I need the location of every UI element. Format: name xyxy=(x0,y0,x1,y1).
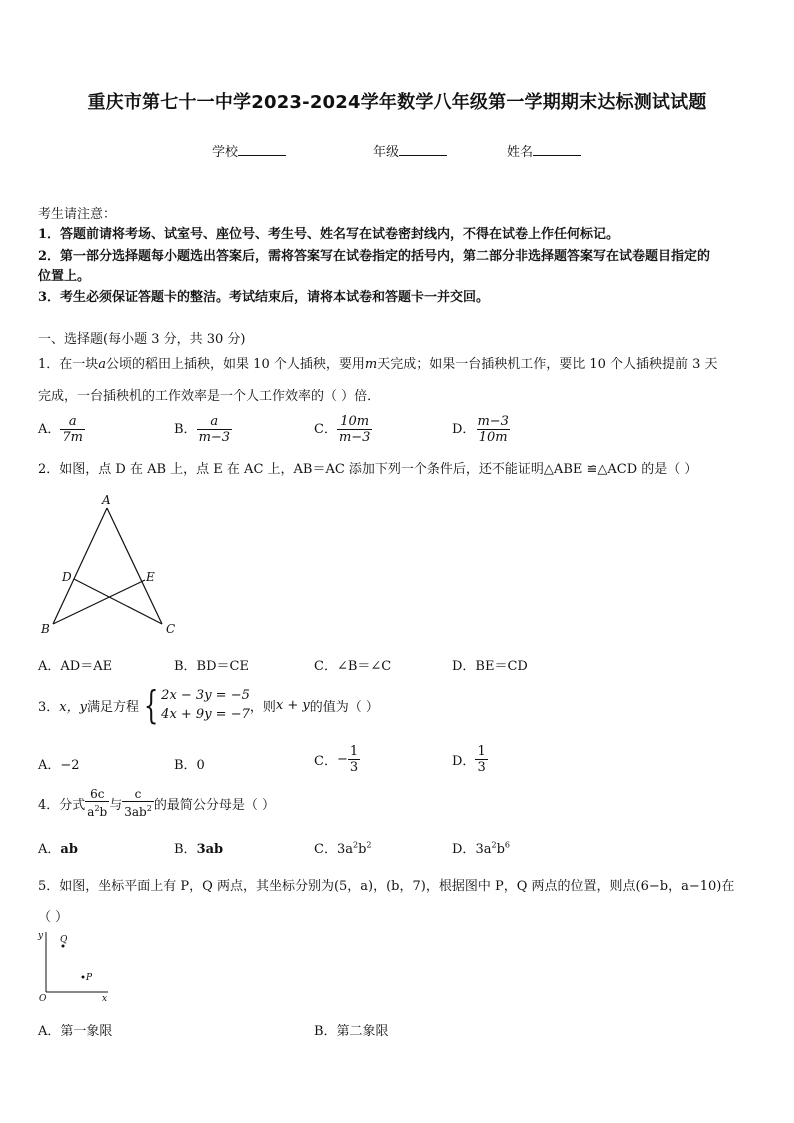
denominator xyxy=(122,801,154,819)
fraction xyxy=(197,414,233,445)
equation-system xyxy=(139,683,250,727)
fraction xyxy=(337,414,373,445)
den-part: a xyxy=(87,805,95,819)
fraction xyxy=(60,414,85,445)
fraction xyxy=(475,414,511,445)
option-value: 3a xyxy=(336,842,353,857)
q2-option-a: A．AD＝AE xyxy=(38,659,113,674)
denominator: 10m xyxy=(478,430,508,445)
q4-suffix: 的最简公分母是（ ） xyxy=(153,798,275,813)
q3-vars: x，y xyxy=(59,699,87,715)
exponent: 2 xyxy=(146,804,152,813)
numerator: 6c xyxy=(90,787,105,801)
q3-option-a: A．−2 xyxy=(38,758,80,773)
exponent: 2 xyxy=(94,804,100,813)
exponent: 6 xyxy=(504,840,510,850)
q3-option-c xyxy=(314,744,360,775)
fraction xyxy=(348,744,360,775)
denominator xyxy=(85,801,109,819)
denominator: m−3 xyxy=(338,430,371,445)
notice-item-1: 1．答题前请将考场、试室号、座位号、考生号、姓名写在试卷密封线内，不得在试卷上作任何标记。 xyxy=(38,227,620,242)
label-o: O xyxy=(39,994,47,1004)
option-value: b xyxy=(496,842,505,857)
exponent: 2 xyxy=(366,840,372,850)
label-d: D xyxy=(62,570,72,584)
page-title: 重庆市第七十一中学2023-2024学年数学八年级第一学期期末达标测试试题 xyxy=(87,92,707,113)
q2-option-d: D．BE＝CD xyxy=(452,659,528,674)
equation-1: 2x − 3y = −5 xyxy=(161,688,250,703)
fraction-2 xyxy=(122,788,154,819)
q5-line2: （ ） xyxy=(38,910,69,925)
q3-text1: 满足方程 xyxy=(86,699,139,715)
q1-option-d xyxy=(452,414,511,445)
denominator: 3 xyxy=(477,760,486,775)
q2-option-b: B．BD＝CE xyxy=(174,659,249,674)
numerator: a xyxy=(68,414,77,429)
notice-heading: 考生请注意： xyxy=(38,207,117,222)
q3-text2: ，则 xyxy=(249,699,276,715)
school-field xyxy=(212,141,286,160)
numerator: a xyxy=(210,414,219,429)
school-blank xyxy=(238,143,286,156)
point-p xyxy=(82,976,85,979)
q5-line1: 5．如图，坐标平面上有 P，Q 两点，其坐标分别为(5，a)，(b，7)，根据图中 P，Q 两点的位置，则点(6−b，a−10)在 xyxy=(38,879,735,894)
equation-2: 4x + 9y = −7 xyxy=(161,707,250,722)
option-label: D． xyxy=(452,422,476,437)
den-part: 3ab xyxy=(124,805,147,819)
notice-item-3: 3．考生必须保证答题卡的整洁。考试结束后，请将本试卷和答题卡一并交回。 xyxy=(38,290,490,305)
label-e: E xyxy=(146,570,155,584)
exponent: 2 xyxy=(491,840,497,850)
name-blank xyxy=(533,143,581,156)
q4-option-a xyxy=(38,838,78,857)
fraction-1 xyxy=(85,788,109,819)
option-value: 3a xyxy=(475,842,492,857)
label-a: A xyxy=(102,493,111,507)
q3-prefix: 3． xyxy=(38,699,60,715)
q4-option-c xyxy=(314,838,372,857)
denominator: 7m xyxy=(62,430,83,445)
label-b: B xyxy=(41,622,50,636)
option-label: A． xyxy=(38,842,61,857)
notice-item-2-cont: 位置上。 xyxy=(38,269,91,284)
fraction xyxy=(475,744,487,775)
triangle-figure xyxy=(36,490,186,640)
q4-stem xyxy=(38,788,275,819)
q2-stem: 2．如图，点 D 在 AB 上，点 E 在 AC 上，AB＝AC 添加下列一个条件后，还不能证明△ABE ≌△ACD 的是（ ） xyxy=(38,462,698,477)
q1-option-a xyxy=(38,414,85,445)
option-label: C． xyxy=(314,842,337,857)
q1-text-c: 天完成；如果一台插秧机工作，要比 10 个人插秧提前 3 天 xyxy=(377,357,718,372)
option-value: 3ab xyxy=(196,842,224,857)
coordinate-figure xyxy=(36,928,116,1004)
option-value: b xyxy=(358,842,367,857)
option-label: D． xyxy=(452,842,476,857)
q1-text-b: 公顷的稻田上插秧，如果 10 个人插秧，要用 xyxy=(106,357,365,372)
q4-option-d xyxy=(452,838,510,857)
label-q: Q xyxy=(60,935,68,945)
option-label: A． xyxy=(38,422,61,437)
name-label: 姓名 xyxy=(507,145,534,160)
option-value: ab xyxy=(60,842,78,857)
denominator: m−3 xyxy=(198,430,231,445)
q1-line1 xyxy=(38,353,718,372)
label-x: x xyxy=(102,994,108,1004)
denominator: 3 xyxy=(349,760,359,775)
q4-mid: 与 xyxy=(109,798,123,813)
label-y: y xyxy=(38,931,44,941)
minus-sign: − xyxy=(336,752,348,767)
q1-var-m: m xyxy=(364,357,378,372)
numerator: 1 xyxy=(477,744,486,759)
option-label: D． xyxy=(452,754,476,769)
grade-label: 年级 xyxy=(373,145,400,160)
brace-icon: { xyxy=(143,683,159,727)
grade-blank xyxy=(399,143,447,156)
q3-option-d xyxy=(452,744,488,775)
q1-line2: 完成，一台插秧机的工作效率是一个人工作效率的（ ）倍． xyxy=(38,389,381,404)
q3-expression: x + y xyxy=(275,697,310,713)
side-ab xyxy=(53,508,107,624)
label-p: P xyxy=(86,973,93,983)
segment-be xyxy=(53,580,145,624)
option-label: B． xyxy=(174,842,197,857)
q2-option-c: C．∠B＝∠C xyxy=(314,659,392,674)
q5-option-b: B．第二象限 xyxy=(314,1024,389,1039)
segment-cd xyxy=(74,579,162,624)
q4-option-b xyxy=(174,838,223,857)
numerator: 1 xyxy=(349,744,359,759)
q1-text-a: 1．在一块 xyxy=(38,357,99,372)
option-label: C． xyxy=(314,422,337,437)
school-label: 学校 xyxy=(212,145,239,160)
q1-option-c xyxy=(314,414,372,445)
option-label: B． xyxy=(174,422,197,437)
section-heading: 一、选择题(每小题 3 分，共 30 分) xyxy=(38,332,246,347)
q3-option-b: B．0 xyxy=(174,758,205,773)
q1-var-a: a xyxy=(98,357,107,372)
q1-option-b xyxy=(174,414,232,445)
numerator: 10m xyxy=(340,414,370,429)
label-c: C xyxy=(166,622,176,636)
notice-item-2: 2．第一部分选择题每小题选出答案后，需将答案写在试卷指定的括号内，第二部分非选择题答案写在试卷题目指定的 xyxy=(38,249,711,264)
den-part: b xyxy=(99,805,108,819)
numerator: c xyxy=(134,787,142,801)
q3-text3: 的值为（ ） xyxy=(309,699,379,715)
numerator: m−3 xyxy=(477,414,509,429)
q5-option-a: A．第一象限 xyxy=(38,1024,113,1039)
option-label: C． xyxy=(314,754,337,769)
exponent: 2 xyxy=(352,840,359,850)
grade-field xyxy=(373,141,447,160)
name-field xyxy=(507,141,581,160)
side-ac xyxy=(107,508,162,624)
q3-stem xyxy=(38,683,379,727)
q4-prefix: 4．分式 xyxy=(38,798,86,813)
